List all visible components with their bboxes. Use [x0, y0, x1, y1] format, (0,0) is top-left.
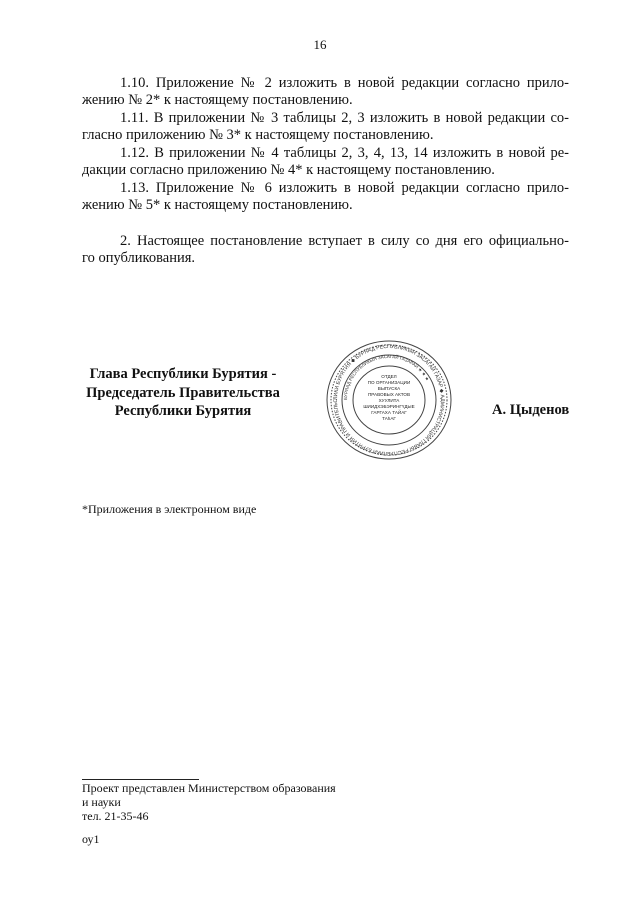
signatory-title-line: Республики Бурятия: [114, 403, 252, 419]
footer-line: тел. 21-35-46: [82, 809, 149, 823]
seal-text-line: ТАһАГ: [382, 416, 396, 421]
paragraph-line: 1.10. Приложение № 2 изложить в новой редакции согласно прило-: [120, 75, 569, 91]
footer-info: [82, 781, 336, 823]
paragraph-line: го опубликования.: [82, 250, 196, 266]
seal-text-line: ХУУЛИТА: [378, 398, 400, 403]
document-code: оу1: [82, 832, 100, 846]
paragraph-line: жению № 2* к настоящему постановлению.: [82, 92, 353, 108]
seal-text-line: ПРАВОВЫХ АКТОВ: [367, 392, 411, 397]
svg-text:БУРЯАД РЕСПУБЛИКЫН ЗАСАГАЙ ГАЗ: БУРЯАД РЕСПУБЛИКЫН ЗАСАГАЙ ГАЗАРАЙ ★ ★ ★: [342, 353, 431, 401]
seal-text-line: ГАРГАХА ТАЙАГ: [371, 410, 407, 415]
paragraph-line: гласно приложению № 3* к настоящему постановлению.: [82, 127, 434, 143]
paragraph-line: жению № 5* к настоящему постановлению.: [82, 197, 353, 213]
signer-name: А. Цыденов: [492, 402, 570, 418]
seal-text-line: ВЫПУСКА: [377, 386, 401, 391]
svg-text:ЛИКИ БУРЯТИЯ ◆ БУРЯАД РЕСПУБЛИ: ЛИКИ БУРЯТИЯ ◆ БУРЯАД РЕСПУБЛИКЫН ЗАСАГАЙ ГАЗАР ◆ АДМИНИСТРАЦИЯ ГЛАВЫ РЕСПУБЛИКИ БУРЯТИЯ И ПРАВИТЕЛЬС: [332, 343, 446, 457]
signatory-title-line: Глава Республики Бурятия -: [89, 366, 277, 382]
official-seal: [323, 338, 455, 462]
footer-divider: [82, 779, 199, 780]
seal-text-line: ШИИДХЭБЭРИНГҮДЫЕ: [363, 404, 415, 409]
attachments-note: *Приложения в электронном виде: [82, 502, 257, 516]
paragraph-line: 1.11. В приложении № 3 таблицы 2, 3 изложить в новой редакции со-: [120, 110, 569, 126]
footer-line: и науки: [82, 795, 121, 809]
seal-text-line: ПО ОРГАНИЗАЦИИ: [367, 380, 411, 385]
paragraph-line: 1.12. В приложении № 4 таблицы 2, 3, 4, 13, 14 изложить в новой ре-: [120, 145, 569, 161]
paragraph-line: 2. Настоящее постановление вступает в силу со дня его официально-: [120, 233, 569, 249]
paragraph-line: дакции согласно приложению № 4* к настоящему постановлению.: [82, 162, 495, 178]
signatory-title-line: Председатель Правительства: [86, 384, 280, 401]
page-number: 16: [313, 37, 327, 52]
signatory-title: [82, 365, 284, 421]
paragraph-line: 1.13. Приложение № 6 изложить в новой редакции согласно прило-: [120, 180, 569, 196]
footer-line: Проект представлен Министерством образования: [82, 781, 336, 795]
seal-text-line: ОТДЕЛ: [381, 374, 397, 379]
